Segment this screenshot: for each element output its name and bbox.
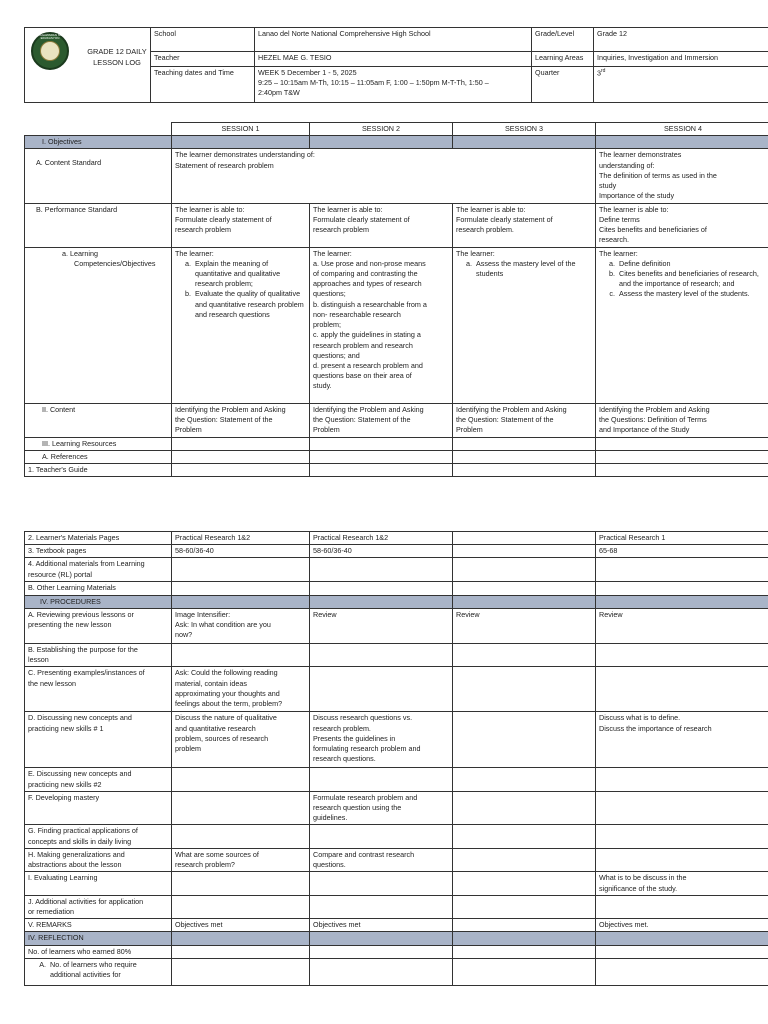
objectives-text: I. Objectives — [42, 137, 82, 147]
list-marker: b. — [609, 268, 615, 278]
text-line: Presents the guidelines in — [313, 733, 396, 743]
competencies-s4 — [596, 247, 768, 403]
textbook-s3 — [453, 545, 596, 558]
text-line: Formulate clearly statement of — [456, 214, 553, 224]
text-line: Problem — [175, 424, 202, 434]
resources-label — [25, 437, 172, 450]
generalizations-s2 — [310, 848, 453, 871]
text-line: G. Finding practical applications of — [28, 826, 138, 836]
text-line: E. Discussing new concepts and — [28, 769, 132, 779]
title-line-1: GRADE 12 DAILY — [87, 47, 147, 56]
list-marker: A. — [39, 959, 46, 969]
discussing-1-label — [25, 712, 172, 768]
text-line: research problem. — [456, 224, 514, 234]
list-item — [599, 269, 767, 289]
learners-materials-s1: Practical Research 1&2 — [172, 532, 310, 545]
competencies-s1 — [172, 247, 310, 403]
text-line: questions. — [313, 860, 346, 870]
content-s3 — [453, 403, 596, 437]
content-std-line-1: The learner demonstrates understanding of: — [175, 150, 315, 160]
text-line: formulating research problem and — [313, 743, 421, 753]
list-text: No. of learners who require additional activities for — [50, 959, 137, 980]
discussing-1-s1 — [172, 712, 310, 768]
text-line: Discuss what is to define. — [599, 713, 681, 723]
remarks-s3 — [453, 919, 596, 932]
text-line: Compare and contrast research — [313, 849, 415, 859]
text-line: The learner is able to: — [313, 204, 383, 214]
dates-line-1: WEEK 5 December 1 - 5, 2025 — [258, 68, 357, 77]
text-line: research problem — [175, 224, 231, 234]
text-line: resource (RL) portal — [28, 569, 92, 579]
list-marker: a. — [185, 258, 191, 268]
content-text: II. Content — [42, 404, 76, 414]
list-item — [175, 259, 306, 290]
grade-label: Grade/Level — [532, 28, 594, 52]
reviewing-s2: Review — [310, 608, 453, 643]
text-line: B. Establishing the purpose for the — [28, 644, 138, 654]
reviewing-s4: Review — [596, 608, 768, 643]
discussing-2-label — [25, 768, 172, 791]
evaluating-label: I. Evaluating Learning — [25, 872, 172, 895]
logo-cell — [25, 28, 151, 103]
remarks-s1: Objectives met — [172, 919, 310, 932]
additional-activities-label — [25, 895, 172, 918]
competencies-s2 — [310, 247, 453, 403]
list-text: Evaluate the quality of qualitative and quantitative research problem and research questions — [195, 289, 304, 319]
content-std-line-2: Statement of research problem — [175, 160, 274, 170]
presenting-label — [25, 667, 172, 712]
presenting-s1 — [172, 667, 310, 712]
learners-materials-label: 2. Learner's Materials Pages — [25, 532, 172, 545]
text-line: problem; — [313, 320, 341, 330]
content-label — [25, 403, 172, 437]
practical-applications-label — [25, 825, 172, 848]
additional-materials-label — [25, 558, 172, 582]
establishing-label — [25, 643, 172, 666]
learners-materials-s2: Practical Research 1&2 — [310, 532, 453, 545]
text-line: D. Discussing new concepts and — [28, 713, 132, 723]
text-line: c. apply the guidelines in stating a — [313, 330, 421, 340]
text-line: significance of the study. — [599, 883, 678, 893]
performance-s4 — [596, 203, 768, 247]
text-line: Identifying the Problem and Asking — [599, 404, 710, 414]
list-marker: c. — [609, 289, 615, 299]
reviewing-s1 — [172, 608, 310, 643]
text-line: Discuss the nature of qualitative — [175, 713, 277, 723]
procedures-text: IV. PROCEDURES — [40, 596, 101, 606]
text-line: now? — [175, 630, 193, 640]
text-line: the Questions: Definition of Terms — [599, 414, 707, 424]
dates-line-3: 2:40pm T&W — [258, 88, 300, 98]
text-line: Importance of the study — [599, 191, 675, 201]
performance-standard-text: B. Performance Standard — [36, 204, 118, 214]
text-line: Formulate clearly statement of — [175, 214, 272, 224]
text-line: research problem. — [313, 723, 371, 733]
text-line: problem — [175, 743, 201, 753]
quarter-suffix: rd — [601, 68, 606, 74]
text-line: approaches and types of research — [313, 279, 422, 289]
text-line: study. — [313, 381, 332, 391]
performance-s3 — [453, 203, 596, 247]
textbook-s2: 58-60/36-40 — [310, 545, 453, 558]
text-line: Identifying the Problem and Asking — [313, 404, 424, 414]
lesson-table-1 — [24, 122, 768, 477]
text-line: research question using the — [313, 802, 402, 812]
dates-line-2: 9:25 – 10:15am M-Th, 10:15 – 11:05am F, 1:00 – 1:50pm M-T-Th, 1:50 – — [258, 78, 489, 88]
text-line: questions base on their area of — [313, 371, 412, 381]
school-label: School — [151, 28, 255, 52]
list-item — [28, 960, 168, 980]
list-item — [599, 289, 767, 299]
text-line: The learner: — [175, 248, 214, 258]
list-item — [175, 289, 306, 320]
performance-s2 — [310, 203, 453, 247]
text-line: Problem — [313, 424, 340, 434]
other-materials-label: B. Other Learning Materials — [25, 582, 172, 595]
header-table — [24, 27, 768, 103]
text-line: the Question: Statement of the — [175, 414, 273, 424]
text-line: The learner: — [313, 248, 352, 258]
reviewing-label — [25, 608, 172, 643]
list-text: Define definition — [619, 258, 671, 268]
text-line: The definition of terms as used in the — [599, 170, 717, 180]
school-value: Lanao del Norte National Comprehensive High School — [255, 28, 532, 52]
blank-corner — [25, 123, 172, 136]
grade-value: Grade 12 — [594, 28, 768, 52]
generalizations-s1 — [172, 848, 310, 871]
content-standard-s4 — [596, 149, 768, 203]
text-line: non- researchable research — [313, 309, 401, 319]
reviewing-s3: Review — [453, 608, 596, 643]
text-line: H. Making generalizations and — [28, 849, 125, 859]
text-line: lesson — [28, 655, 49, 665]
content-s2 — [310, 403, 453, 437]
generalizations-label — [25, 848, 172, 871]
text-line: Identifying the Problem and Asking — [175, 404, 286, 414]
text-line: the new lesson — [28, 678, 76, 688]
developing-mastery-s2 — [310, 791, 453, 825]
session-1-header: SESSION 1 — [172, 123, 310, 136]
content-s4 — [596, 403, 768, 437]
text-line: Define terms — [599, 214, 640, 224]
document-title — [75, 46, 151, 68]
competencies-line-2: Competencies/Objectives — [74, 258, 156, 268]
text-line: research questions. — [313, 754, 376, 764]
text-line: and Importance of the Study — [599, 424, 690, 434]
discussing-1-s4 — [596, 712, 768, 768]
procedures-heading — [25, 595, 172, 608]
list-item — [456, 259, 592, 279]
textbook-s1: 58-60/36-40 — [172, 545, 310, 558]
text-line: What are some sources of — [175, 849, 259, 859]
text-line: b. distinguish a researchable from a — [313, 299, 427, 309]
text-line: research problem and research — [313, 340, 413, 350]
text-line: study — [599, 181, 617, 191]
list-item — [599, 259, 767, 269]
text-line: J. Additional activities for application — [28, 896, 144, 906]
text-line: practicing new skills #2 — [28, 779, 102, 789]
lesson-table-2 — [24, 531, 768, 986]
text-line: The learner is able to: — [599, 204, 669, 214]
text-line: 4. Additional materials from Learning — [28, 559, 145, 569]
text-line: research. — [599, 235, 629, 245]
text-line: the Question: Statement of the — [313, 414, 411, 424]
content-standard-label — [25, 149, 172, 203]
text-line: a. Use prose and non-prose means — [313, 258, 426, 268]
content-standard-text: A. Content Standard — [36, 158, 102, 168]
text-line: problem, sources of research — [175, 733, 269, 743]
text-line: concepts and skills in daily living — [28, 836, 132, 846]
references-label — [25, 450, 172, 463]
performance-s1 — [172, 203, 310, 247]
textbook-s4: 65-68 — [596, 545, 768, 558]
text-line: understanding of: — [599, 160, 655, 170]
remarks-s4: Objectives met. — [596, 919, 768, 932]
text-line: Ask: In what condition are you — [175, 620, 271, 630]
text-line: Identifying the Problem and Asking — [456, 404, 567, 414]
text-line: The learner is able to: — [456, 204, 526, 214]
text-line: d. present a research problem and — [313, 360, 423, 370]
competencies-s3 — [453, 247, 596, 403]
references-text: A. References — [42, 451, 88, 461]
text-line: What is to be discuss in the — [599, 873, 687, 883]
seal-text: KAGAWARAN NG EDUKASYON — [37, 33, 63, 40]
title-line-2: LESSON LOG — [93, 58, 141, 68]
text-line: Formulate research problem and — [313, 792, 418, 802]
areas-value: Inquiries, Investigation and Immersion — [594, 52, 768, 67]
list-text: Assess the mastery level of the students — [476, 258, 576, 278]
text-line: The learner: — [599, 248, 638, 258]
text-line: research problem — [313, 224, 369, 234]
reflection-heading: IV. REFLECTION — [25, 932, 172, 945]
text-line: The learner: — [456, 248, 495, 258]
remarks-label: V. REMARKS — [25, 919, 172, 932]
dates-label: Teaching dates and Time — [151, 67, 255, 103]
session-4-header: SESSION 4 — [596, 123, 768, 136]
text-line: presenting the new lesson — [28, 620, 112, 630]
quarter-number: 3 — [597, 68, 601, 78]
teacher-label: Teacher — [151, 52, 255, 67]
textbook-label: 3. Textbook pages — [25, 545, 172, 558]
discussing-1-s2 — [310, 712, 453, 768]
text-line: questions; — [313, 289, 346, 299]
text-line: Image Intensifier: — [175, 609, 231, 619]
text-line: of comparing and contrasting the — [313, 268, 418, 278]
text-line: approximating your thoughts and — [175, 688, 280, 698]
text-line: and quantitative research — [175, 723, 256, 733]
performance-standard-label — [25, 203, 172, 247]
text-line: guidelines. — [313, 813, 348, 823]
text-line: C. Presenting examples/instances of — [28, 668, 145, 678]
text-line: questions; and — [313, 350, 360, 360]
text-line: Discuss research questions vs. — [313, 713, 413, 723]
list-text: Explain the meaning of quantitative and qualitative research problem; — [195, 258, 281, 289]
list-marker: a. — [609, 258, 615, 268]
teacher-value: HEZEL MAE G. TESIO — [255, 52, 532, 67]
teachers-guide-label: 1. Teacher's Guide — [25, 463, 172, 476]
session-3-header: SESSION 3 — [453, 123, 596, 136]
resources-text: III. Learning Resources — [42, 438, 117, 448]
developing-mastery-label: F. Developing mastery — [25, 791, 172, 825]
deped-seal-logo — [31, 32, 69, 70]
list-text: Assess the mastery level of the students. — [619, 289, 750, 299]
text-line: or remediation — [28, 906, 74, 916]
require-additional-label — [25, 958, 172, 985]
content-standard-s123 — [172, 149, 596, 203]
remarks-s2: Objectives met — [310, 919, 453, 932]
competencies-line-1: a. Learning — [62, 248, 98, 258]
list-marker: b. — [185, 289, 191, 299]
list-marker: a. — [466, 258, 472, 268]
text-line: feelings about the term, problem? — [175, 698, 283, 708]
text-line: The learner is able to: — [175, 204, 245, 214]
text-line: Discuss the importance of research — [599, 723, 712, 733]
text-line: abstractions about the lesson — [28, 860, 122, 870]
text-line: A. Reviewing previous lessons or — [28, 609, 134, 619]
dates-value — [255, 67, 532, 103]
learners-materials-s4: Practical Research 1 — [596, 532, 768, 545]
content-s1 — [172, 403, 310, 437]
text-line: Ask: Could the following reading — [175, 668, 278, 678]
text-line: practicing new skills # 1 — [28, 723, 104, 733]
quarter-label: Quarter — [532, 67, 594, 103]
earned-80-label: No. of learners who earned 80% — [25, 945, 172, 958]
objectives-heading — [25, 136, 172, 149]
quarter-value — [594, 67, 768, 103]
text-line: The learner demonstrates — [599, 150, 682, 160]
session-2-header: SESSION 2 — [310, 123, 453, 136]
text-line: the Question: Statement of the — [456, 414, 554, 424]
evaluating-s4 — [596, 872, 768, 895]
learners-materials-s3 — [453, 532, 596, 545]
competencies-label — [25, 247, 172, 403]
areas-label: Learning Areas — [532, 52, 594, 67]
text-line: material, contain ideas — [175, 678, 247, 688]
text-line: Cites benefits and beneficiaries of — [599, 224, 707, 234]
text-line: Formulate clearly statement of — [313, 214, 410, 224]
list-text: Cites benefits and beneficiaries of research, and the importance of research; and — [619, 268, 759, 289]
text-line: Problem — [456, 424, 483, 434]
text-line: research problem? — [175, 860, 235, 870]
